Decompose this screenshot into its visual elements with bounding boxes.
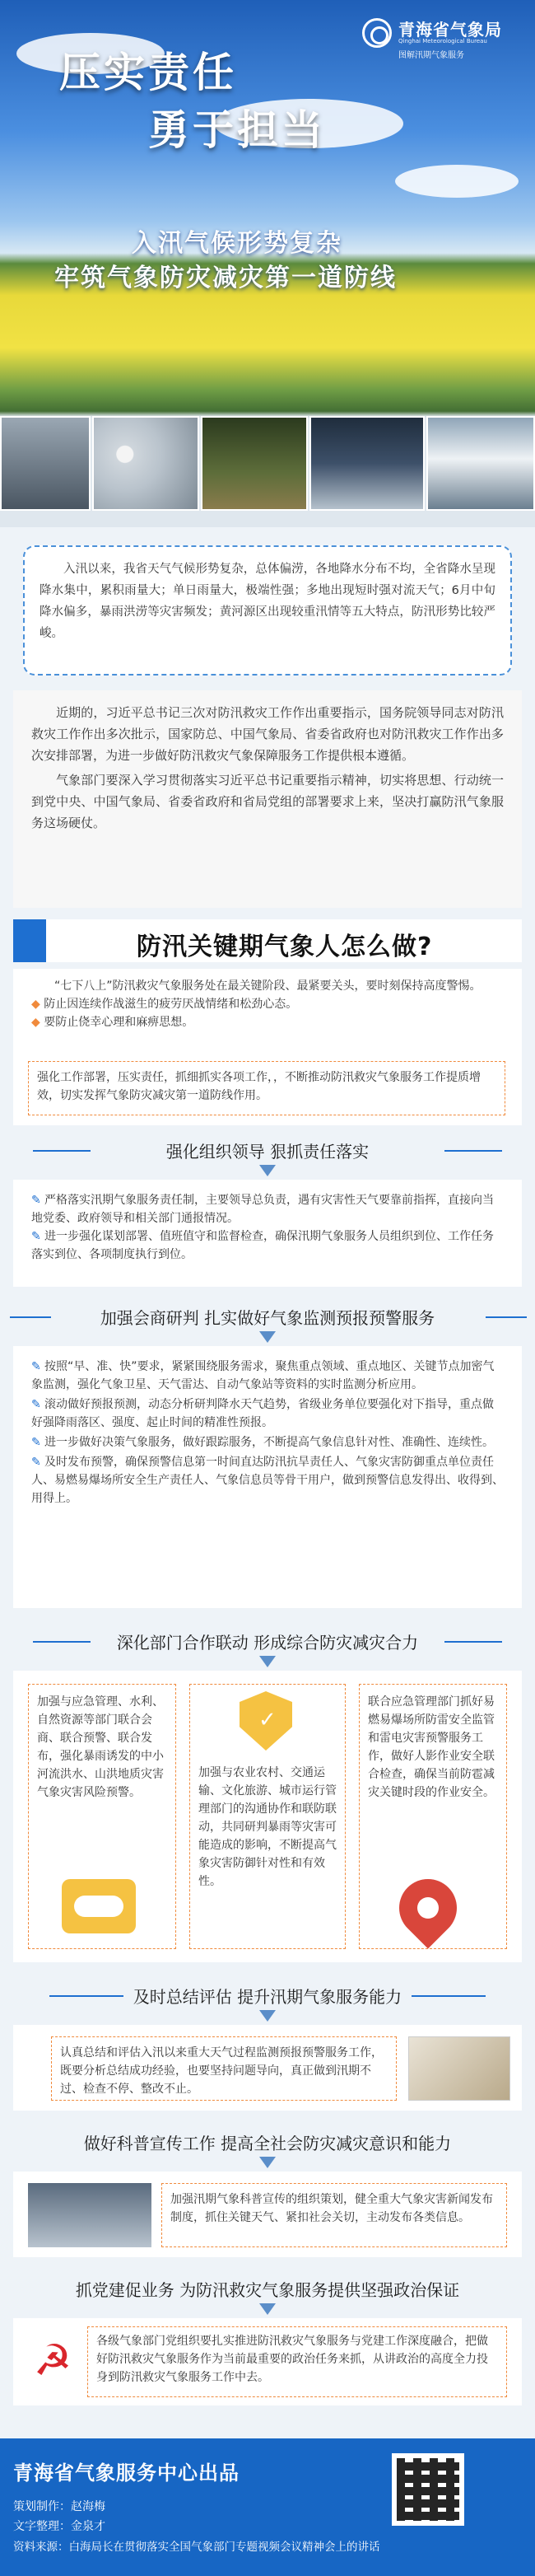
section2-item3 [31, 1433, 504, 1452]
background-para2: 气象部门要深入学习贯彻落实习近平总书记重要指示精神，切实将思想、行动统一到党中央、中国气象局、省委省政府和省局党组的部署要求上来，坚决打赢防汛气象服务这场硬仗。 [31, 773, 504, 830]
section2-item4-text: 及时发布预警，确保预警信息第一时间直达防汛抗旱责任人、气象灾害防御重点单位责任人、易燃易爆场所安全生产责任人、气象信息员等骨干用户，做到预警信息发得出、收得到、用得上。 [31, 1456, 504, 1505]
section2-item2-text: 滚动做好预报预测，动态分析研判降水天气趋势，省级业务单位要强化对下指导，重点做好强降雨落区、强度、起止时间的精准性预报。 [31, 1398, 494, 1429]
section4-card [13, 2025, 522, 2111]
cma-emblem-icon [362, 18, 392, 48]
key-period-bullet1 [31, 995, 504, 1013]
arrow-down-icon [259, 2010, 276, 2022]
rescue-photo [201, 416, 308, 511]
intro-card [23, 545, 512, 676]
org-logo [362, 15, 527, 64]
section3-col1-text: 加强与应急管理、水利、自然资源等部门联合会商、联合预警、联合发布，强化暴雨诱发的中小河流洪水、山洪地质灾害气象灾害风险预警。 [37, 1695, 164, 1799]
section3-col2 [189, 1684, 346, 1949]
section1-item2 [31, 1227, 504, 1264]
key-period-card [13, 969, 522, 1125]
check-icon: ✎ [31, 1398, 41, 1411]
section6-title: 抓党建促业务 为防汛救灾气象服务提供坚强政治保证 [75, 2280, 460, 2300]
org-name: 青海省气象局 [398, 20, 502, 40]
shield-check-icon: ✓ [258, 1708, 277, 1732]
section4-box [51, 2036, 397, 2101]
section6-box [87, 2326, 507, 2397]
location-pin-icon [388, 1868, 469, 1949]
handshake-shape [74, 1896, 123, 1917]
flag-icon: ◆ [31, 998, 40, 1011]
qr-code [392, 2453, 464, 2526]
section6-card [13, 2318, 522, 2405]
subtitle-line2: 牢筑气象防灾减灾第一道防线 [54, 264, 397, 292]
section6-text: 各级气象部门党组织要扎实推进防汛救灾气象服务与党建工作深度融合，把做好防汛救灾气象服务作为当前最重要的政治任务来抓，从讲政治的高度全力投身到防汛救灾气象服务工作中去。 [96, 2335, 488, 2384]
subtitle-line1: 入汛气候形势复杂 [132, 229, 342, 258]
bullet2-text: 要防止侥幸心理和麻痹思想。 [44, 1016, 194, 1029]
footer-editor: 文字整理：金泉才 [13, 2520, 105, 2533]
hero-banner [0, 0, 535, 527]
key-period-box-text: 强化工作部署，压实责任，抓细抓实各项工作，，不断推动防汛救灾气象服务工作提质增效，切实发挥气象防灾减灾第一道防线作用。 [37, 1071, 481, 1102]
flag-icon: ◆ [31, 1016, 40, 1029]
section1-card [13, 1180, 522, 1287]
section2-item3-text: 进一步做好决策气象服务，做好跟踪服务，不断提高气象信息针对性、准确性、连续性。 [44, 1436, 494, 1449]
arrow-down-icon [259, 1165, 276, 1176]
section1-item2-text: 进一步强化谋划部署、值班值守和监督检查，确保汛期气象服务人员组织到位、工作任务落实到位、各项制度执行到位。 [31, 1230, 494, 1261]
section5-title: 做好科普宣传工作 提高全社会防灾减灾意识和能力 [83, 2134, 452, 2153]
key-period-text: “七下八上”防汛救灾气象服务处在最关键阶段、最紧要关头，要时刻保持高度警惕。 [54, 979, 482, 993]
key-period-box [28, 1061, 505, 1115]
pin-dot [413, 1893, 444, 1924]
main-header-title: 防汛关键期气象人怎么做? [137, 933, 433, 961]
slogan-line2: 勇于担当 [148, 106, 326, 154]
hail-photo [92, 416, 199, 511]
storm-photo [426, 416, 535, 511]
section2-card [13, 1346, 522, 1608]
section2-title: 加强会商研判 扎实做好气象监测预报预警服务 [100, 1308, 435, 1328]
arrow-down-icon [259, 2157, 276, 2168]
intro-text: 入汛以来，我省天气气候形势复杂，总体偏涝，各地降水分布不均，全省降水呈现降水集中，累积雨量大；单日雨量大，极端性强；多地出现短时强对流天气；6月中旬降水偏多，暴雨洪涝等灾害频发；黄河源区出现较重汛情等五大特点，防汛形势比较严峻。 [40, 563, 495, 640]
background-para1: 近期的，习近平总书记三次对防汛救灾工作作出重要指示，国务院领导同志对防汛救灾工作作出多次批示，国家防总、中国气象局、省委省政府也对防汛救灾工作作出多次安排部署，为进一步做好防汛救灾气象保障服务工作提供根本遵循。 [31, 705, 504, 763]
qr-pattern [397, 2458, 459, 2521]
section5-box [161, 2183, 507, 2247]
footer [0, 2438, 535, 2576]
section5-text: 加强汛期气象科普宣传的组织策划，健全重大气象灾害新闻发布制度，抓住关键天气、紧扣社会关切，主动发布各类信息。 [170, 2193, 493, 2224]
section3-card [13, 1671, 522, 1962]
section2-item4 [31, 1453, 504, 1508]
key-period-bullet2 [31, 1013, 504, 1031]
footer-producer: 青海省气象服务中心出品 [13, 2461, 240, 2485]
section3-title: 深化部门合作联动 形成综合防灾减灾合力 [116, 1633, 419, 1653]
section2-item2 [31, 1396, 504, 1432]
arrow-down-icon [259, 2303, 276, 2315]
main-header [13, 919, 522, 962]
footer-planner: 策划制作：赵海梅 [13, 2500, 105, 2513]
section1-item1-text: 严格落实汛期气象服务责任制，主要领导总负责，遇有灾害性天气要靠前指挥，直接向当地党委、政府领导和相关部门通报情况。 [31, 1194, 494, 1225]
header-accent-bar [13, 919, 46, 962]
section3-col2-text: 加强与农业农村、交通运输、文化旅游、城市运行管理部门的沟通协作和联防联动，共同研判暴雨等灾害可能造成的影响，不断提高气象灾害防御针对性和有效性。 [198, 1766, 337, 1888]
section2-item1 [31, 1358, 504, 1394]
arrow-down-icon [259, 1331, 276, 1343]
check-icon: ✎ [31, 1456, 41, 1469]
flood-photo [0, 416, 91, 511]
slogan-line1: 压实责任 [59, 49, 237, 96]
section4-text: 认真总结和评估入汛以来重大天气过程监测预报预警服务工作，既要分析总结成功经验，也要坚持问题导向，真正做到汛期不过、检查不停、整改不止。 [60, 2046, 383, 2096]
section2-item1-text: 按照“早、准、快”要求，紧紧围绕服务需求，聚焦重点领域、重点地区、关键节点加密气象监测，强化气象卫星、天气雷达、自动气象站等资料的实时监测分析应用。 [31, 1360, 495, 1391]
footer-source: 资料来源：白海局长在贯彻落实全国气象部门专题视频会议精神会上的讲话 [13, 2541, 380, 2554]
review-document-image [408, 2036, 510, 2101]
section3-col1 [28, 1684, 176, 1949]
tagline: 图解汛期气象服务 [398, 51, 464, 60]
section1-title: 强化组织领导 狠抓责任落实 [165, 1142, 370, 1162]
bullet1-text: 防止因连续作战滋生的疲劳厌战情绪和松劲心态。 [44, 998, 298, 1011]
press-conference-image [28, 2183, 151, 2247]
org-name-en: Qinghai Meteorological Bureau [398, 38, 487, 44]
arrow-down-icon [259, 1656, 276, 1667]
check-icon: ✎ [31, 1436, 41, 1449]
check-icon: ✎ [31, 1360, 41, 1373]
check-icon: ✎ [31, 1194, 41, 1207]
section3-col3 [359, 1684, 507, 1949]
section4-title: 及时总结评估 提升汛期气象服务能力 [133, 1987, 402, 2007]
section3-col3-text: 联合应急管理部门抓好易燃易爆场所防雷安全监管和雷电灾害预警服务工作，做好人影作业安全联合检查，确保当前防雹减灾关键时段的作业安全。 [368, 1695, 495, 1799]
cloud-decoration [395, 165, 519, 198]
check-icon: ✎ [31, 1230, 41, 1243]
lightning-photo [309, 416, 425, 511]
handshake-icon [62, 1879, 136, 1933]
section5-card [13, 2172, 522, 2257]
party-emblem-icon: ☭ [33, 2336, 72, 2386]
section1-item1 [31, 1191, 504, 1227]
background-card [13, 690, 522, 908]
header-slant [46, 919, 128, 962]
